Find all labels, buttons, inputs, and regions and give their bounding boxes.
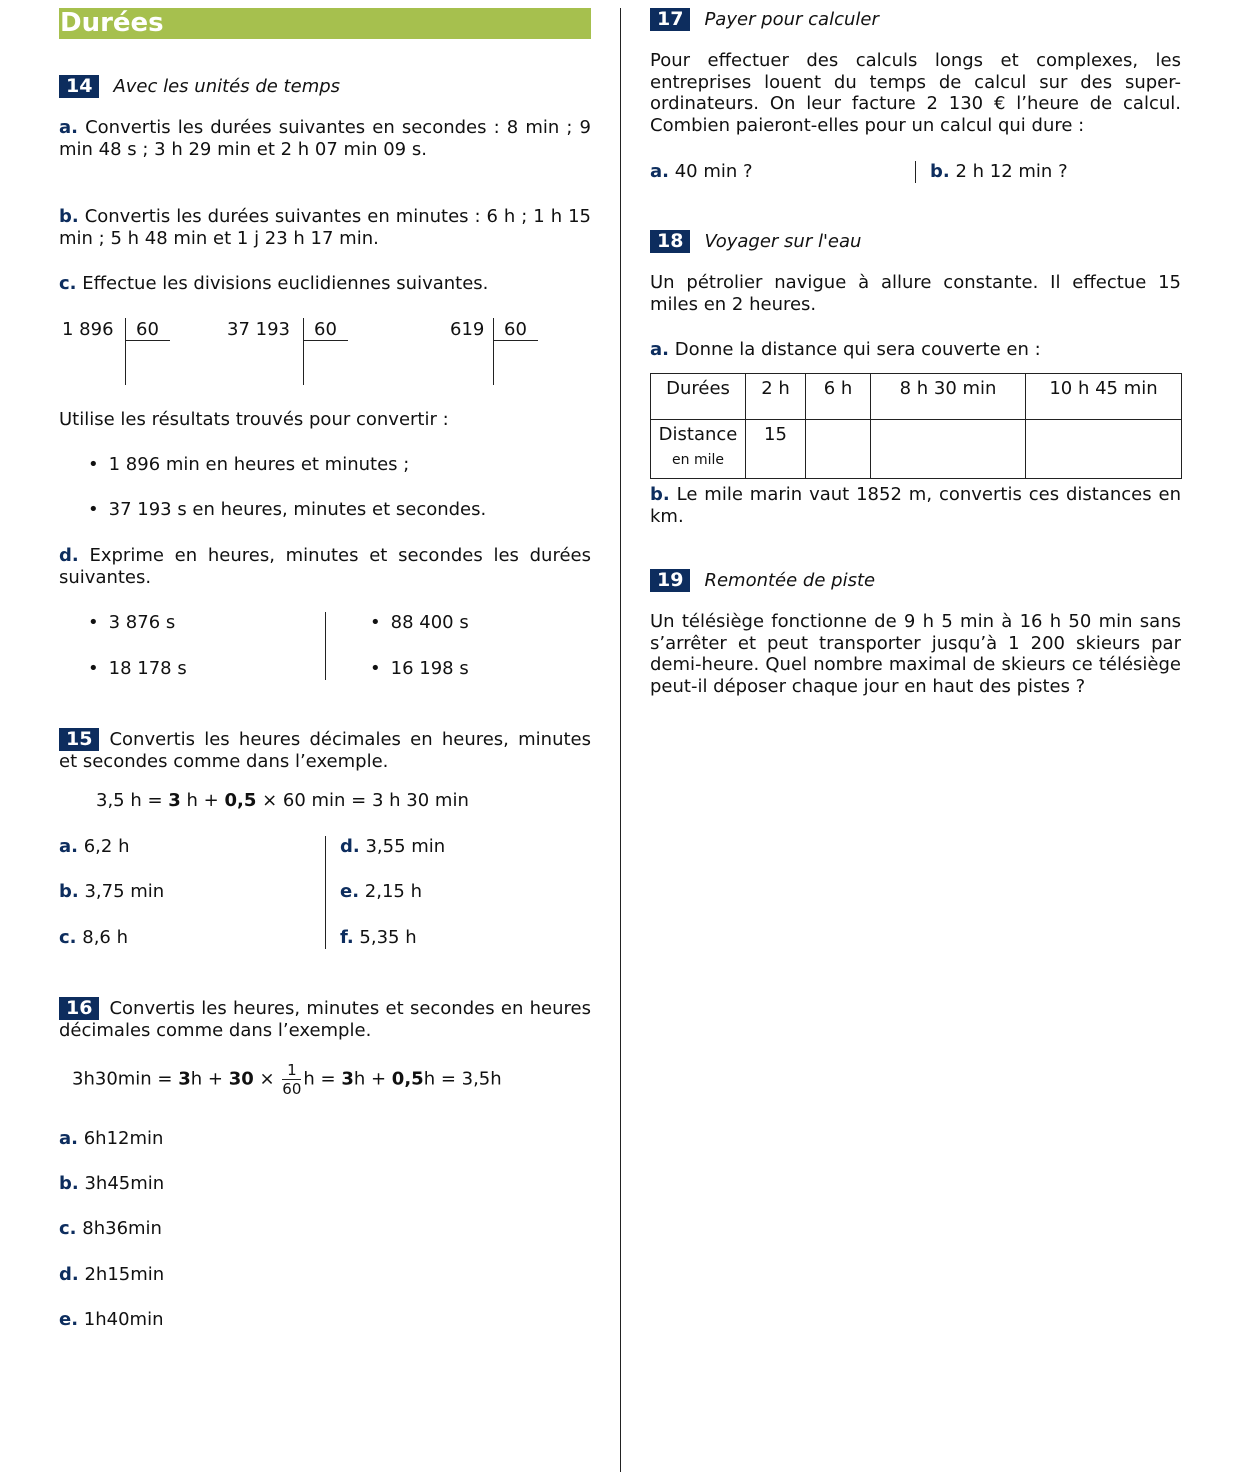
exercise-title: Remontée de piste bbox=[704, 570, 876, 591]
bullet-item: • 37 193 s en heures, minutes et secondes. bbox=[88, 499, 486, 520]
ex18-part-b: b. Le mile marin vaut 1852 m, convertis ces distances en km. bbox=[650, 484, 1181, 527]
bullet-item: • 88 400 s bbox=[370, 612, 469, 633]
exercise-number: 14 bbox=[59, 75, 99, 98]
table-row: Distance en mile 15 bbox=[651, 420, 1182, 479]
exercise-17-header bbox=[650, 8, 879, 31]
ex15-item: e. 2,15 h bbox=[340, 881, 422, 902]
ex15-example: 3,5 h = 3 h + 0,5 × 60 min = 3 h 30 min bbox=[96, 790, 469, 811]
ex17-part-a: a. 40 min ? bbox=[650, 161, 753, 182]
ex19-statement: Un télésiège fonctionne de 9 h 5 min à 16 h 50 min sans s’arrêter et peut transporter jusqu’à 1 200 skieurs par demi-heure. Quel nombre maximal de skieurs ce télésiège peut-il déposer chaque jour en haut des pistes ? bbox=[650, 611, 1181, 698]
ex17-statement: Pour effectuer des calculs longs et complexes, les entreprises louent du temps de calcul sur des super-ordinateurs. On leur facture 2 130 € l’heure de calcul. Combien paieront-elles pour un calcul qui dure : bbox=[650, 50, 1181, 137]
exercise-title: Payer pour calculer bbox=[704, 9, 879, 30]
ex16-item: a. 6h12min bbox=[59, 1128, 164, 1149]
ex16-item: b. 3h45min bbox=[59, 1173, 165, 1194]
exercise-14-header bbox=[59, 75, 340, 98]
ex14-utilise: Utilise les résultats trouvés pour convertir : bbox=[59, 409, 449, 430]
exercise-number: 16 bbox=[59, 997, 99, 1020]
ex15-item: c. 8,6 h bbox=[59, 927, 129, 948]
separator bbox=[915, 161, 916, 183]
ex16-example: 3h30min = 3h + 30 × $\frac{1}{60}$ h = 3h + 0,5h = 3,5h bbox=[72, 1061, 502, 1098]
exercise-number: 15 bbox=[59, 728, 99, 751]
distance-table bbox=[650, 373, 1182, 479]
table-row: Durées 2 h 6 h 8 h 30 min 10 h 45 min bbox=[651, 374, 1182, 420]
exercise-title: Voyager sur l'eau bbox=[704, 231, 862, 252]
fraction: $\frac{1}{60}$ bbox=[282, 1061, 302, 1098]
exercise-number: 17 bbox=[650, 8, 690, 31]
section-title: Durées bbox=[59, 8, 591, 39]
ex14-part-d: d. Exprime en heures, minutes et secondes les durées suivantes. bbox=[59, 545, 591, 588]
exercise-number: 18 bbox=[650, 230, 690, 253]
ex18-part-a: a. Donne la distance qui sera couverte en : bbox=[650, 339, 1041, 360]
ex18-statement: Un pétrolier navigue à allure constante. Il effectue 15 miles en 2 heures. bbox=[650, 272, 1181, 315]
exercise-16-statement: 16 Convertis les heures, minutes et secondes en heures décimales comme dans l’exemple. bbox=[59, 997, 591, 1041]
ex15-item: a. 6,2 h bbox=[59, 836, 130, 857]
exercise-18-header bbox=[650, 230, 861, 253]
separator bbox=[325, 836, 326, 949]
ex14-part-c: c. Effectue les divisions euclidiennes suivantes. bbox=[59, 273, 489, 294]
ex17-part-b: b. 2 h 12 min ? bbox=[930, 161, 1068, 182]
ex14-part-b: b. Convertis les durées suivantes en minutes : 6 h ; 1 h 15 min ; 5 h 48 min et 1 j 23 h 17 min. bbox=[59, 206, 591, 249]
exercise-15-statement: 15 Convertis les heures décimales en heures, minutes et secondes comme dans l’exemple. bbox=[59, 728, 591, 772]
ex15-item: d. 3,55 min bbox=[340, 836, 446, 857]
ex15-item: b. 3,75 min bbox=[59, 881, 165, 902]
bullet-item: • 18 178 s bbox=[88, 658, 187, 679]
exercise-number: 19 bbox=[650, 569, 690, 592]
bullet-item: • 16 198 s bbox=[370, 658, 469, 679]
bullet-item: • 3 876 s bbox=[88, 612, 175, 633]
exercise-title: Avec les unités de temps bbox=[113, 76, 341, 97]
ex15-item: f. 5,35 h bbox=[340, 927, 417, 948]
ex16-item: d. 2h15min bbox=[59, 1264, 165, 1285]
exercise-19-header bbox=[650, 569, 875, 592]
ex16-item: e. 1h40min bbox=[59, 1309, 164, 1330]
ex14-part-a: a. Convertis les durées suivantes en secondes : 8 min ; 9 min 48 s ; 3 h 29 min et 2 h 07 min 09 s. bbox=[59, 117, 591, 160]
ex16-item: c. 8h36min bbox=[59, 1218, 162, 1239]
column-divider bbox=[620, 8, 621, 1472]
separator bbox=[325, 612, 326, 680]
bullet-item: • 1 896 min en heures et minutes ; bbox=[88, 454, 409, 475]
